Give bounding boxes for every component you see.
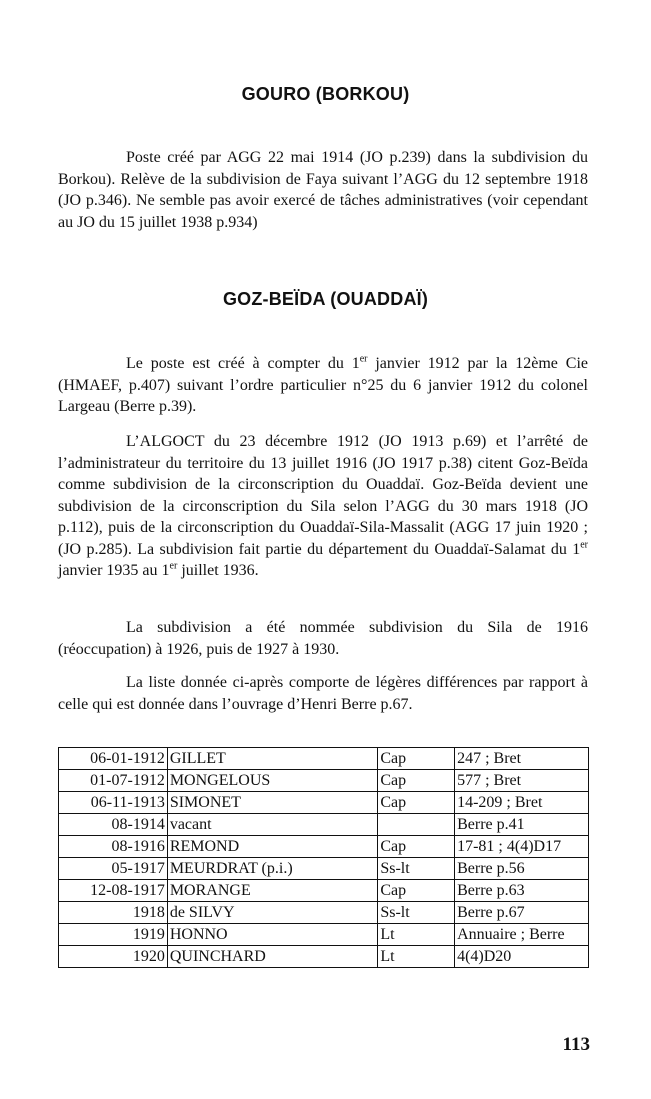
cell-rank [378,814,455,836]
cell-name: QUINCHARD [167,946,378,968]
commander-table [58,747,589,968]
p2-sup-2: er [169,560,178,572]
cell-name: vacant [167,814,378,836]
cell-date: 01-07-1912 [59,770,168,792]
paragraph-gouro: Poste créé par AGG 22 mai 1914 (JO p.239) dans la subdivision du Borkou). Relève de la subdivision de Faya suivant l’AGG du 12 septembre 1918 (JO p.346). Ne semble pas avoir exercé de tâches administratives (voir cependant au JO du 15 juillet 1938 p.934) [58,149,588,231]
cell-source: Berre p.41 [455,814,589,836]
table-row [59,880,589,902]
table-row [59,946,589,968]
cell-name: MEURDRAT (p.i.) [167,858,378,880]
commander-table-body [59,748,589,968]
cell-name: REMOND [167,836,378,858]
cell-date: 08-1914 [59,814,168,836]
cell-rank: Cap [378,836,455,858]
table-row [59,770,589,792]
cell-source: Berre p.67 [455,902,589,924]
cell-date: 1918 [59,902,168,924]
cell-source: Annuaire ; Berre [455,924,589,946]
cell-date: 1920 [59,946,168,968]
cell-date: 1919 [59,924,168,946]
page-number: 113 [562,1034,590,1055]
table-row [59,814,589,836]
table-row [59,792,589,814]
cell-date: 12-08-1917 [59,880,168,902]
table-row [59,902,589,924]
p1-text-b: janvier 1912 par la 12ème Cie (HMAEF, p.407) suivant l’ordre particulier n°25 du 6 janvier 1912 du colonel Largeau (Berre p.39). [58,355,588,415]
cell-name: MONGELOUS [167,770,378,792]
paragraph-goz-beida-4: La liste donnée ci-après comporte de légères différences par rapport à celle qui est donnée dans l’ouvrage d’Henri Berre p.67. [58,674,588,713]
cell-rank: Cap [378,748,455,770]
cell-name: GILLET [167,748,378,770]
cell-rank: Lt [378,946,455,968]
paragraph-goz-beida-2 [58,431,588,582]
cell-rank: Cap [378,792,455,814]
cell-rank: Ss-lt [378,858,455,880]
cell-date: 06-11-1913 [59,792,168,814]
table-row [59,924,589,946]
p2-text-b: janvier 1935 au 1 [58,562,170,579]
cell-name: HONNO [167,924,378,946]
table-row [59,748,589,770]
p2-sup-1: er [580,539,588,551]
cell-source: Berre p.63 [455,880,589,902]
section-title-gouro: GOURO (BORKOU) [241,84,410,104]
paragraph-goz-beida-1 [58,353,588,418]
paragraph-goz-beida-3: La subdivision a été nommée subdivision du Sila de 1916 (réoccupation) à 1926, puis de 1927 à 1930. [58,619,588,658]
cell-date: 06-01-1912 [59,748,168,770]
cell-name: SIMONET [167,792,378,814]
cell-source: 17-81 ; 4(4)D17 [455,836,589,858]
cell-source: 14-209 ; Bret [455,792,589,814]
cell-source: 4(4)D20 [455,946,589,968]
p2-text-a: L’ALGOCT du 23 décembre 1912 (JO 1913 p.69) et l’arrêté de l’administrateur du territoire du 13 juillet 1916 (JO 1917 p.38) citent Goz-Beïda comme subdivision de la circonscription du Ouaddaï. Goz-Beïda devient une subdivision de la circonscription du Sila selon l’AGG du 30 mars 1918 (JO p.112), puis de la circonscription du Ouaddaï-Sila-Massalit (AGG 17 juin 1920 ; (JO p.285). La subdivision fait partie du département du Ouaddaï-Salamat du 1 [58,433,588,558]
cell-rank: Lt [378,924,455,946]
section-title-goz-beida: GOZ-BEÏDA (OUADDAÏ) [222,289,429,309]
cell-name: de SILVY [167,902,378,924]
cell-name: MORANGE [167,880,378,902]
cell-rank: Cap [378,770,455,792]
p1-sup: er [359,353,368,365]
cell-rank: Ss-lt [378,902,455,924]
cell-source: Berre p.56 [455,858,589,880]
cell-source: 247 ; Bret [455,748,589,770]
cell-date: 05-1917 [59,858,168,880]
table-row [59,836,589,858]
cell-source: 577 ; Bret [455,770,589,792]
p1-text-a: Le poste est créé à compter du 1 [126,355,360,372]
p2-text-c: juillet 1936. [177,562,259,579]
cell-date: 08-1916 [59,836,168,858]
table-row [59,858,589,880]
cell-rank: Cap [378,880,455,902]
